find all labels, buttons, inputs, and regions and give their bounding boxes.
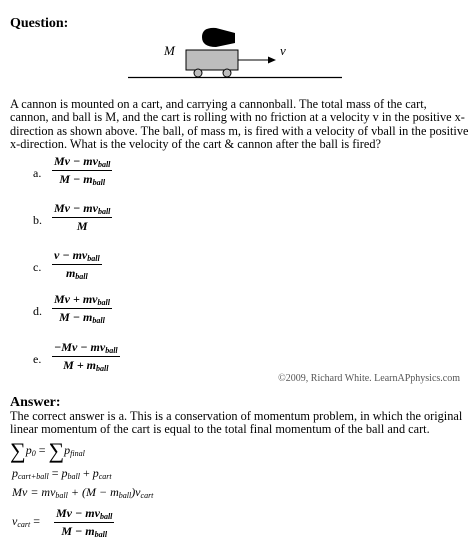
choice-a-fraction: $Mv - mv_{ball}$ $M - m_{ball}$ (54, 154, 111, 187)
answer-line: The correct answer is a. This is a conservation of momentum problem, in which the original (10, 409, 463, 423)
equation-initial-final: $p_{cart+ball} = p_{ball} + p_{cart}$ (12, 466, 112, 481)
choice-a-letter: a. (33, 166, 42, 180)
mass-label: M (164, 43, 175, 58)
question-heading: Question: (10, 16, 69, 31)
velocity-arrow-head (268, 57, 276, 64)
equation-momentum-sum: $\sum p_0 = \sum p_{final}$ (10, 438, 85, 463)
cart-cannon-diagram (120, 25, 350, 85)
answer-text (10, 410, 470, 437)
choice-c-letter: c. (33, 260, 42, 274)
question-line: x-direction. What is the velocity of the cart & cannon after the ball is fired? (10, 137, 381, 152)
choice-d-fraction: $Mv + mv_{ball}$ $M - m_{ball}$ (54, 292, 110, 325)
choice-e-fraction: $-Mv - mv_{ball}$ $M + m_{ball}$ (54, 340, 118, 373)
copyright-credit: ©2009, Richard White. LearnAPphysics.com (278, 373, 460, 384)
equation-substituted: $Mv = mv_{ball} + (M - m_{ball})v_{cart}$ (12, 485, 154, 500)
question-line: A cannon is mounted on a cart, and carrying a cannonball. The total mass of the cart, (10, 97, 427, 111)
choice-d-letter: d. (33, 304, 42, 318)
question-text (10, 98, 470, 152)
cannon-barrel (202, 28, 235, 47)
question-line: cannon, and ball is M, and the cart is rolling with no friction at a velocity v in the positive x- (10, 110, 465, 125)
velocity-label: v (280, 43, 286, 58)
equation-solution-label: $v_{cart}$ = (12, 514, 40, 529)
choice-c-fraction: $v - mv_{ball}$ $m_{ball}$ (54, 248, 100, 281)
choice-b-letter: b. (33, 213, 42, 227)
question-line: direction as shown above. The ball, of mass m, is fired with a velocity of vball in the positive (10, 123, 469, 138)
choice-b-fraction: $Mv - mv_{ball}$ M (54, 201, 111, 233)
answer-line: linear momentum of the cart is equal to the total final momentum of the ball and cart. (10, 422, 430, 437)
choice-e-letter: e. (33, 352, 42, 366)
cart-wheel-right (223, 69, 231, 77)
cart-wheel-left (194, 69, 202, 77)
equation-solution-fraction: $Mv - mv_{ball}$ $M - m_{ball}$ (56, 506, 113, 539)
cart-body (186, 50, 238, 70)
answer-heading: Answer: (10, 395, 61, 410)
